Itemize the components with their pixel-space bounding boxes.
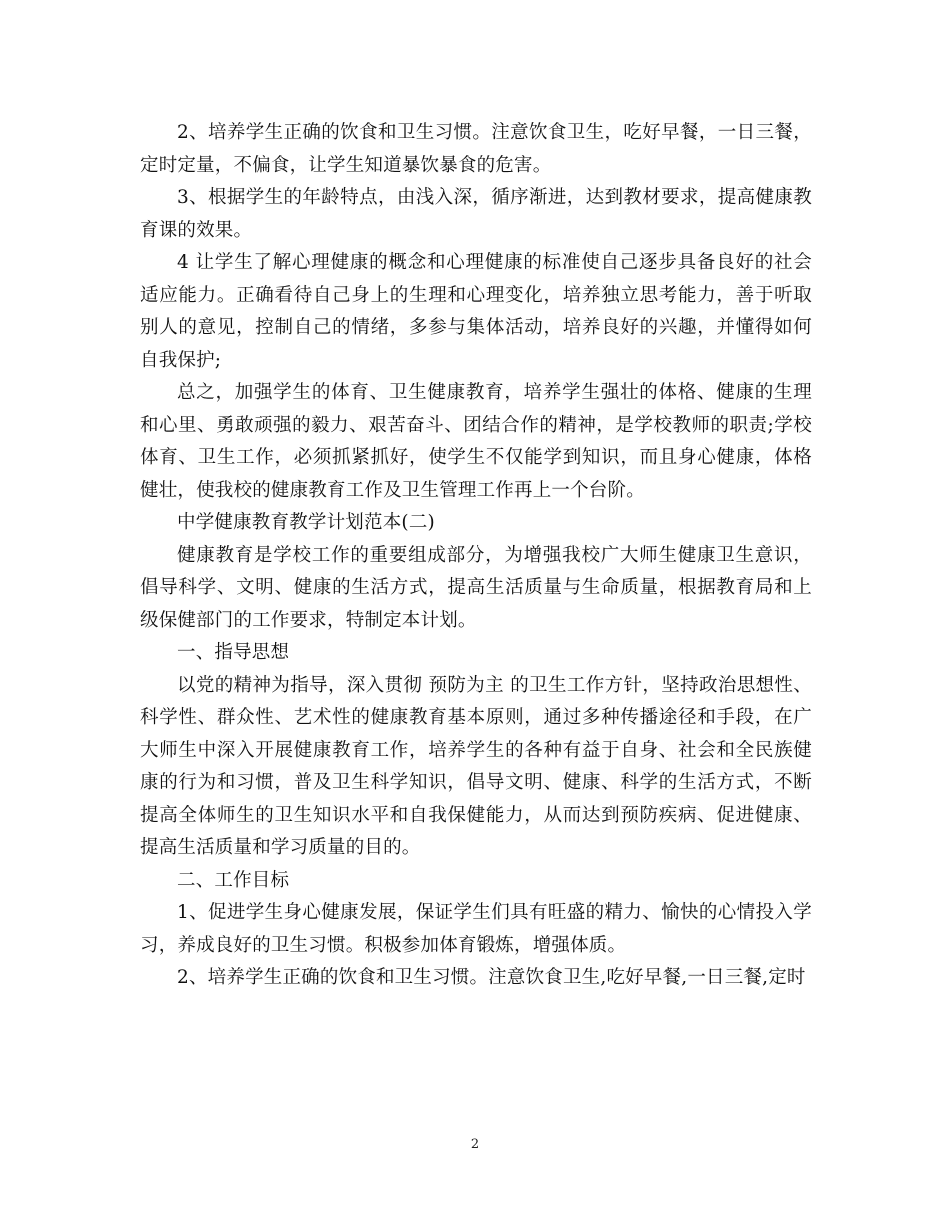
- heading-guiding-thought: 一、指导思想: [177, 642, 290, 663]
- paragraph-age-characteristics: 3、根据学生的年龄特点，由浅入深，循序渐进，达到教材要求，提高健康教育课的效果。: [140, 187, 812, 241]
- section-title-plan-two: 中学健康教育教学计划范本(二): [177, 512, 435, 533]
- paragraph-goal-two: 2、培养学生正确的饮食和卫生习惯。注意饮食卫生,吃好早餐,一日三餐,定时: [177, 967, 806, 988]
- paragraph-guiding-thought: 以党的精神为指导，深入贯彻 预防为主 的卫生工作方针，坚持政治思想性、科学性、群众性、艺术性的健康教育基本原则，通过多种传播途径和手段，在广大师生中深入开展健康教育工作，培养学生的各种有益于自身、社会和全民族健康的行为和习惯，普及卫生科学知识，倡导文明、健康、科学的生活方式，不断提高全体师生的卫生知识水平和自我保健能力，从而达到预防疾病、促进健康、提高生活质量和学习质量的目的。: [140, 674, 812, 858]
- paragraph-goal-one: 1、促进学生身心健康发展，保证学生们具有旺盛的精力、愉快的心情投入学习，养成良好的卫生习惯。积极参加体育锻炼，增强体质。: [140, 902, 812, 956]
- heading-work-goals: 二、工作目标: [177, 869, 290, 891]
- paragraph-plan-intro: 健康教育是学校工作的重要组成部分，为增强我校广大师生健康卫生意识，倡导科学、文明、健康的生活方式，提高生活质量与生命质量，根据教育局和上级保健部门的工作要求，特制定本计划。: [140, 544, 812, 631]
- page-number: 2: [470, 1137, 480, 1152]
- document-body: [140, 117, 812, 995]
- paragraph-diet-habits: 2、培养学生正确的饮食和卫生习惯。注意饮食卫生，吃好早餐，一日三餐，定时定量，不偏食，让学生知道暴饮暴食的危害。: [140, 122, 812, 176]
- paragraph-summary: 总之，加强学生的体育、卫生健康教育，培养学生强壮的体格、健康的生理和心里、勇敢顽强的毅力、艰苦奋斗、团结合作的精神，是学校教师的职责;学校体育、卫生工作，必须抓紧抓好，使学生不仅能学到知识，而且身心健康，体格健壮，使我校的健康教育工作及卫生管理工作再上一个台阶。: [140, 382, 812, 501]
- paragraph-mental-health: 4 让学生了解心理健康的概念和心理健康的标准使自己逐步具备良好的社会适应能力。正确看待自己身上的生理和心理变化，培养独立思考能力，善于听取别人的意见，控制自己的情绪，多参与集体活动，培养良好的兴趣，并懂得如何自我保护;: [140, 252, 812, 371]
